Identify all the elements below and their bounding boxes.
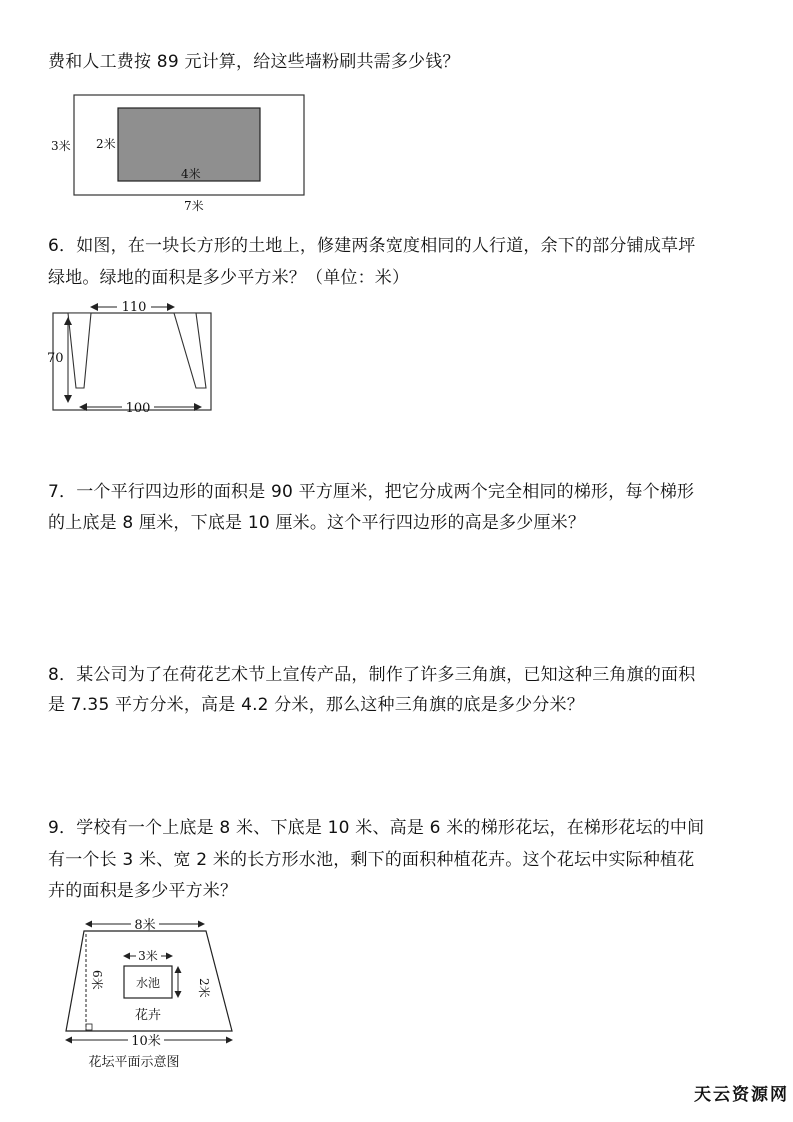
site-watermark: 天云资源网 [694,1085,789,1105]
q5-outer-width-label: 7米 [184,199,204,213]
q6-text-line-2: 绿地。绿地的面积是多少平方米？（单位：米） [48,268,410,288]
q9-pool-width-label: 3米 [138,949,158,963]
q9-text-line-2: 有一个长 3 米、宽 2 米的长方形水池，剩下的面积种植花卉。这个花坛中实际种植花 [48,850,695,870]
q5-outer-height-label: 3米 [51,139,71,153]
q7-text-line-2: 的上底是 8 厘米，下底是 10 厘米。这个平行四边形的高是多少厘米？ [48,513,586,533]
q8-text-line-1: 8．某公司为了在荷花艺术节上宣传产品，制作了许多三角旗，已知这种三角旗的面积 [48,665,696,685]
q6-land-diagram [46,296,220,420]
q5-inner-height-label: 2米 [96,137,116,151]
q9-flowerbed-diagram [60,912,240,1076]
q9-top-label: 8米 [134,918,156,933]
q9-text-line-1: 9．学校有一个上底是 8 米、下底是 10 米、高是 6 米的梯形花坛，在梯形花坛的中间 [48,818,705,838]
q6-top-label: 110 [121,300,147,315]
q5-text-line-1: 费和人工费按 89 元计算，给这些墙粉刷共需多少钱？ [48,52,460,72]
q9-text-line-3: 卉的面积是多少平方米？ [48,881,238,901]
q5-inner-width-label: 4米 [181,167,201,181]
q5-wall-diagram [44,90,314,216]
q9-bottom-label: 10米 [131,1034,161,1049]
q9-height-label: 6米 [90,970,104,990]
q9-flowers-label: 花卉 [134,1008,162,1023]
q6-text-line-1: 6．如图，在一块长方形的土地上，修建两条宽度相同的人行道，余下的部分铺成草坪 [48,236,696,256]
q9-diagram-caption: 花坛平面示意图 [88,1055,180,1070]
q6-height-label: 70 [47,351,64,366]
q9-pool-height-label: 2米 [197,978,211,998]
q7-text-line-1: 7．一个平行四边形的面积是 90 平方厘米，把它分成两个完全相同的梯形，每个梯形 [48,482,695,502]
q8-text-line-2: 是 7.35 平方分米，高是 4.2 分米，那么这种三角旗的底是多少分米？ [48,695,584,715]
q6-bottom-label: 100 [125,401,151,416]
q9-pool-label: 水池 [135,976,161,990]
